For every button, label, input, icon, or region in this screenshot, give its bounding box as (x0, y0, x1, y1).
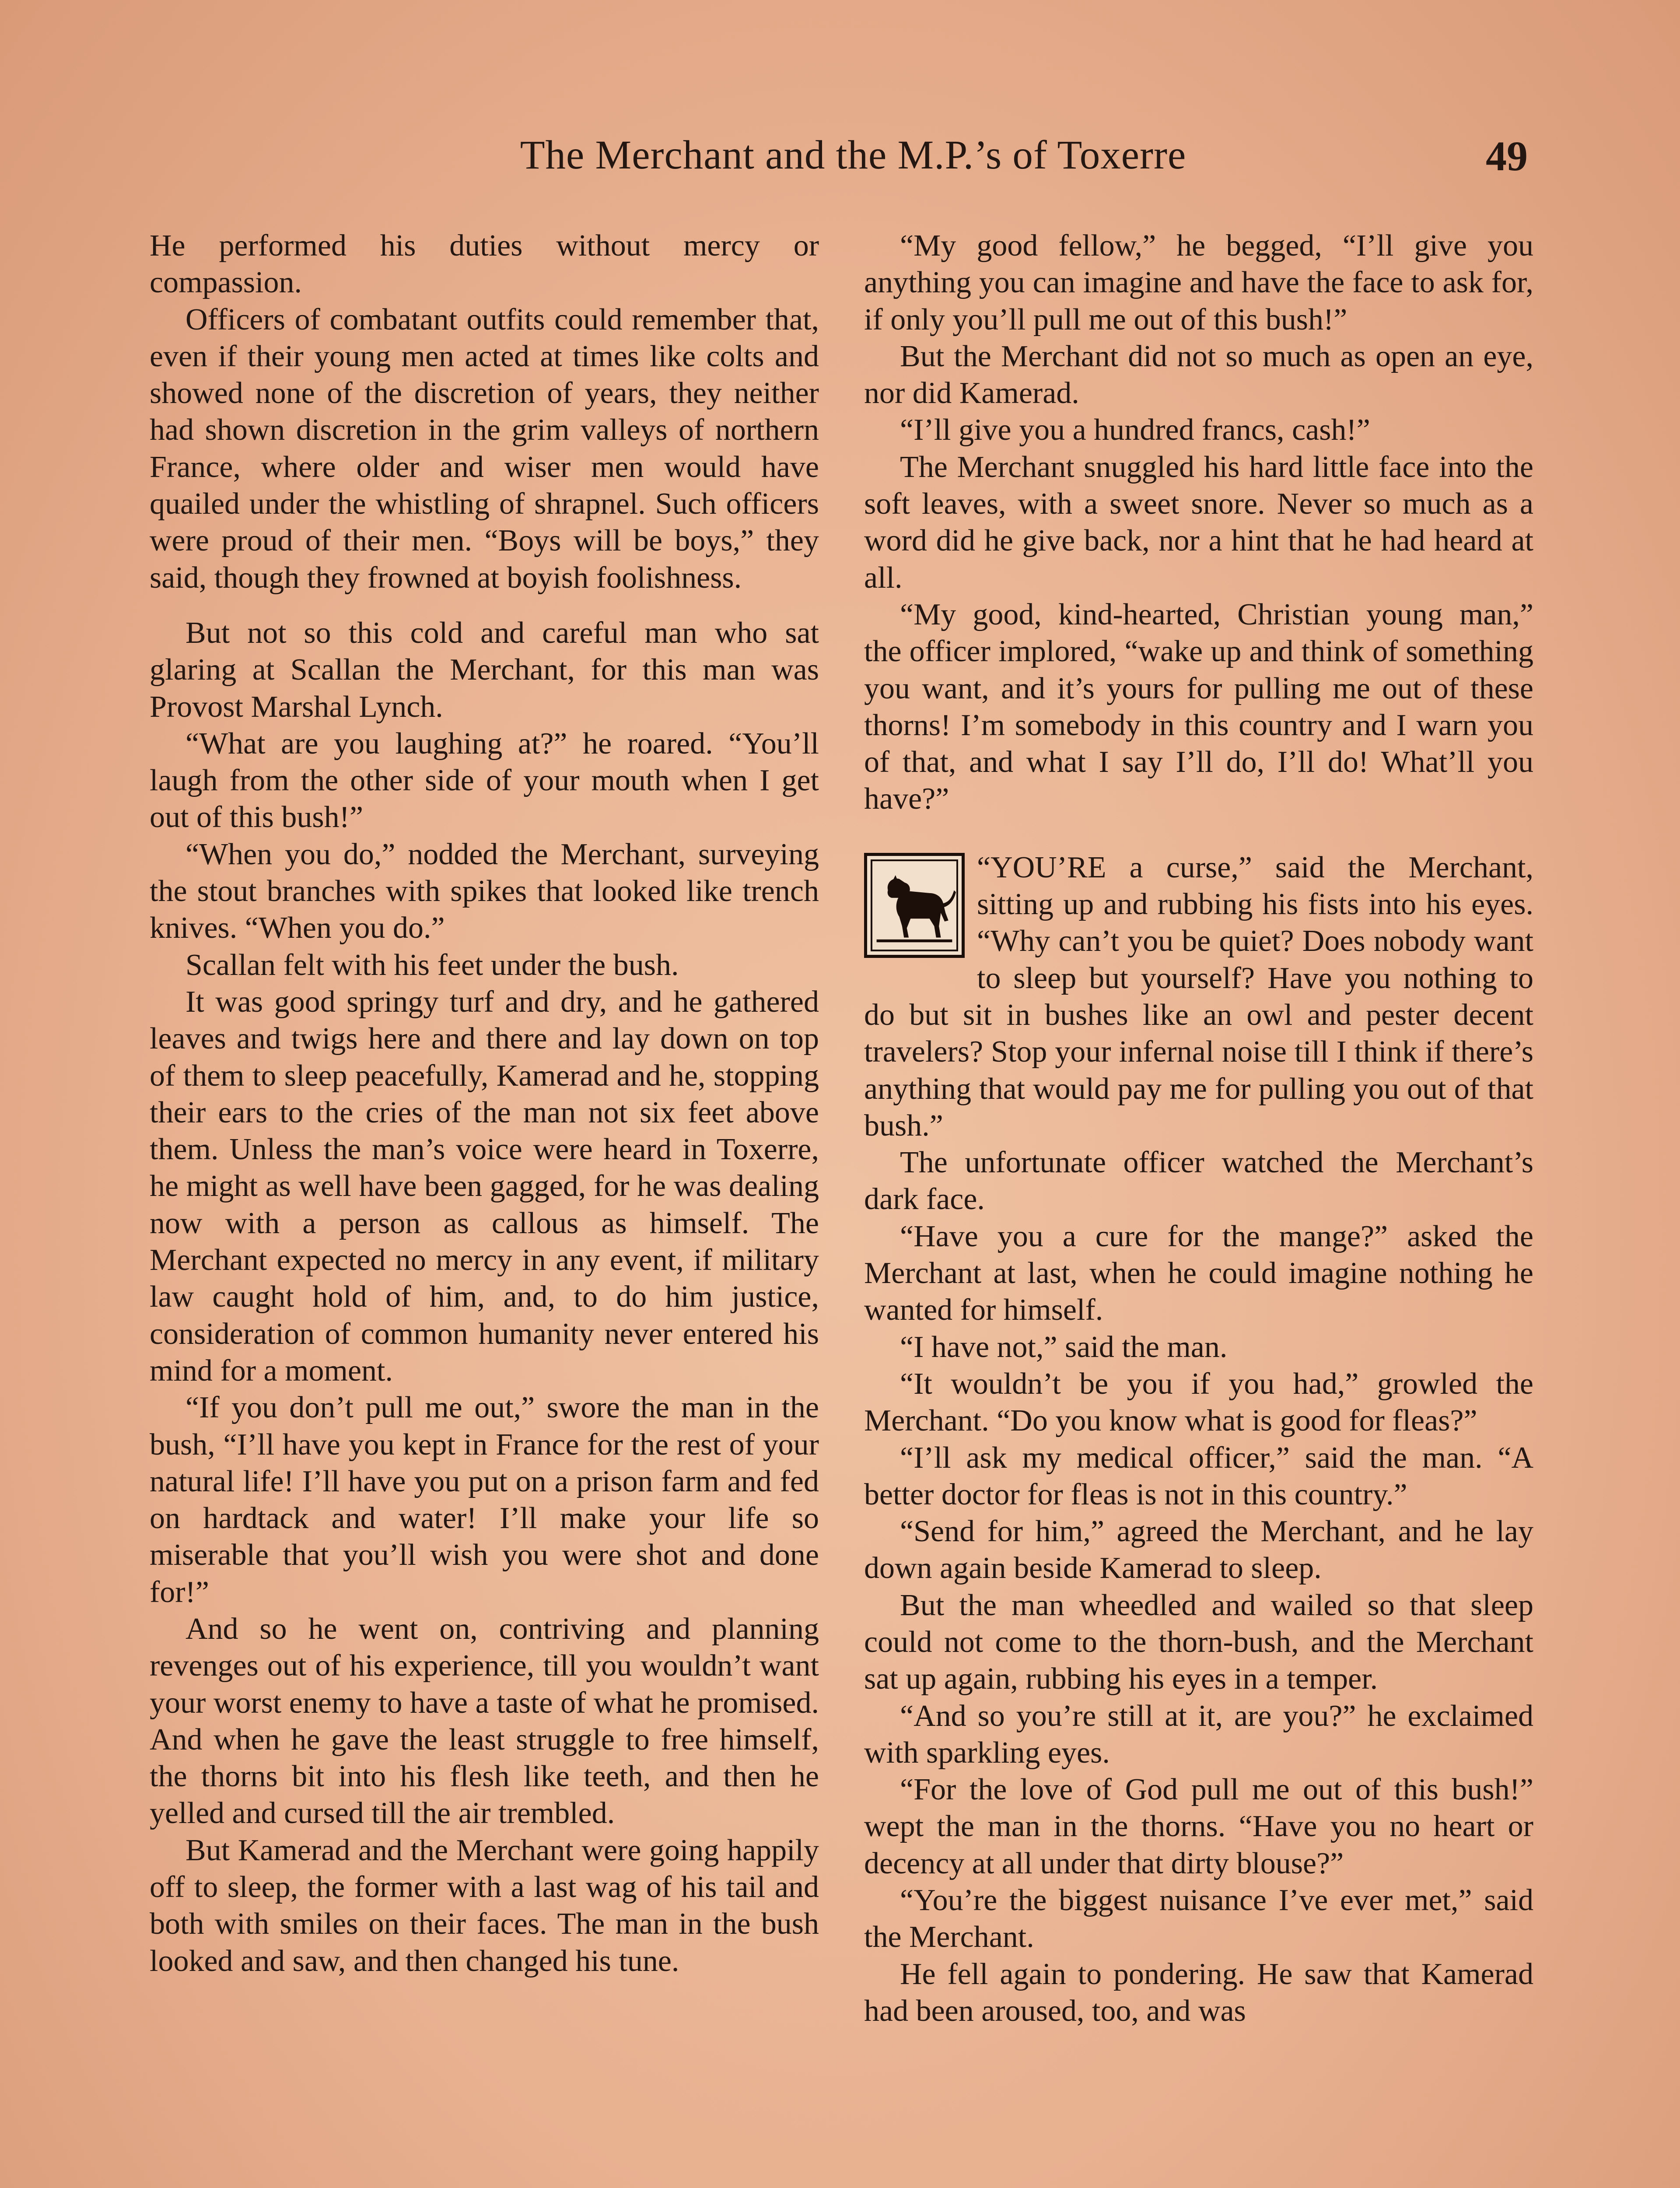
paragraph: “I’ll give you a hundred francs, cash!” (900, 413, 1370, 447)
page-number: 49 (1486, 133, 1528, 179)
paragraph: Officers of combatant outfits could remember that, even if their young men acted at times like colts and showed none of the discretion of years, they neither had shown discretion in the grim valleys of northern France, where older and wiser men would have quailed under the whistling of shrapnel. Such officers were proud of their men. “Boys will be boys,” they said, though they frowned at boyish foolishness. (150, 302, 819, 595)
paragraph: Scallan felt with his feet under the bush. (186, 948, 679, 982)
paragraph: “Send for him,” agreed the Merchant, and he lay down again beside Kamerad to sleep. (864, 1515, 1533, 1585)
paragraph: “I’ll ask my medical officer,” said the man. “A better doctor for fleas is not in this country.” (864, 1441, 1533, 1511)
paragraph: He performed his duties without mercy or compassion. (150, 229, 819, 300)
dog-illustration (867, 856, 962, 955)
paragraph: “YOU’RE a curse,” said the Merchant, sitting up and rubbing his fists into his eyes. “Why can’t you be quiet? Does nobody want to sleep but yourself? Have you nothing to do but sit in bushes like an owl and pester decent travelers? Stop your infernal noise till I think if there’s anything that would pay me for pulling you out of that bush.” (864, 850, 1533, 1143)
paragraph: “If you don’t pull me out,” swore the man in the bush, “I’ll have you kept in France for the rest of your natural life! I’ll have you put on a prison farm and fed on hardtack and water! I’ll make your life so miserable that you’ll wish you were shot and done for!” (150, 1391, 819, 1609)
left-text-column (150, 228, 819, 1980)
paragraph: But Kamerad and the Merchant were going happily off to sleep, the former with a last wag of his tail and both with smiles on their faces. The man in the bush looked and saw, and then changed his tune. (150, 1833, 819, 1978)
paragraph: “When you do,” nodded the Merchant, surveying the stout branches with spikes that looked like trench knives. “When you do.” (150, 837, 819, 945)
paragraph: “For the love of God pull me out of this bush!” wept the man in the thorns. “Have you no heart or decency at all under that dirty blouse?” (864, 1773, 1533, 1880)
paragraph: “My good, kind-hearted, Christian young man,” the officer implored, “wake up and think of something you want, and it’s yours for pulling me out of these thorns! I’m somebody in this country and I warn you of that, and what I say I’ll do, I’ll do! What’ll you have?” (864, 597, 1533, 816)
paragraph: “You’re the biggest nuisance I’ve ever met,” said the Merchant. (864, 1883, 1533, 1954)
paragraph: “I have not,” said the man. (900, 1330, 1228, 1364)
paragraph: “My good fellow,” he begged, “I’ll give you anything you can imagine and have the face to ask for, if only you’ll pull me out of this bush!” (864, 229, 1533, 337)
paragraph: He fell again to pondering. He saw that Kamerad had been aroused, too, and was (864, 1957, 1533, 2028)
paragraph: “Have you a cure for the mange?” asked the Merchant at last, when he could imagine nothing he wanted for himself. (864, 1219, 1533, 1327)
paragraph: And so he went on, contriving and planning revenges out of his experience, till you wouldn’t want your worst enemy to have a taste of what he promised. And when he gave the least struggle to free himself, the thorns bit into his flesh like teeth, and then he yelled and cursed till the air trembled. (150, 1612, 819, 1830)
right-text-column (864, 228, 1533, 2030)
paragraph: The unfortunate officer watched the Merchant’s dark face. (864, 1146, 1533, 1217)
paragraph: But the Merchant did not so much as open an eye, nor did Kamerad. (864, 339, 1533, 410)
paragraph: “And so you’re still at it, are you?” he exclaimed with sparkling eyes. (864, 1699, 1533, 1770)
page-header (0, 127, 1680, 197)
paragraph: It was good springy turf and dry, and he gathered leaves and twigs here and there and lay down on top of them to sleep peacefully, Kamerad and he, stopping their ears to the cries of the man not six feet above them. Unless the man’s voice were heard in Toxerre, he might as well have been gagged, for he was dealing now with a person as callous as himself. The Merchant expected no mercy in any event, if military law caught hold of him, and, to do him justice, consideration of common humanity never entered his mind for a moment. (150, 985, 819, 1388)
running-title: The Merchant and the M.P.’s of Toxerre (520, 133, 1186, 178)
paragraph: The Merchant snuggled his hard little face into the soft leaves, with a sweet snore. Never so much as a word did he give back, nor a hint that he had heard at all. (864, 450, 1533, 595)
paragraph: But the man wheedled and wailed so that sleep could not come to the thorn-bush, and the Merchant sat up again, rubbing his eyes in a temper. (864, 1588, 1533, 1696)
dog-icon (864, 853, 965, 958)
section-opening (864, 849, 1533, 1144)
paragraph: “What are you laughing at?” he roared. “You’ll laugh from the other side of your mouth when I get out of this bush!” (150, 726, 819, 835)
paragraph: But not so this cold and careful man who sat glaring at Scallan the Merchant, for this man was Provost Marshal Lynch. (150, 616, 819, 724)
paragraph: “It wouldn’t be you if you had,” growled the Merchant. “Do you know what is good for fleas?” (864, 1367, 1533, 1438)
